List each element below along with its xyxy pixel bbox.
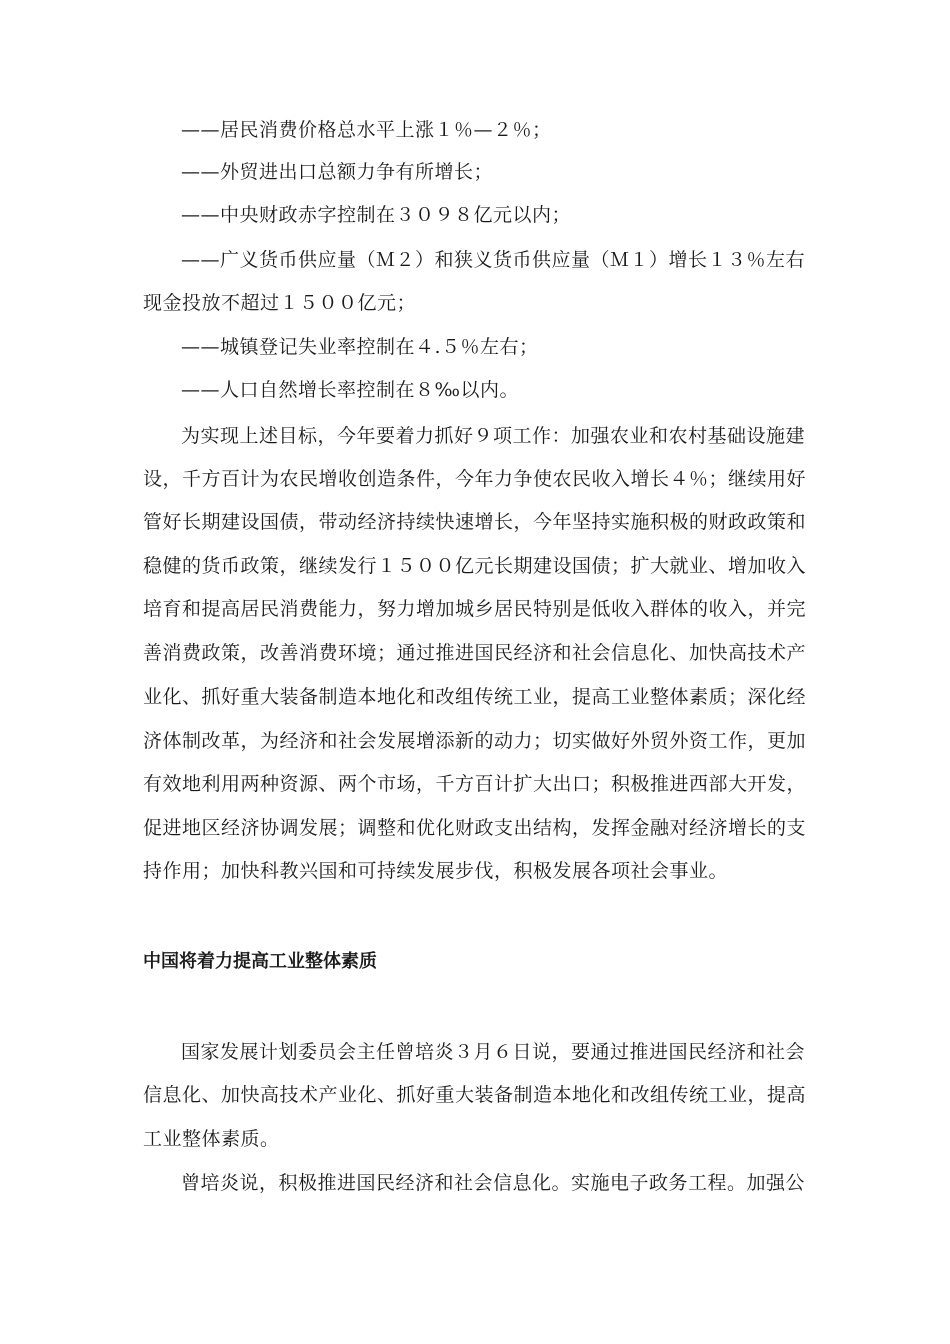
paragraph-line: 国家发展计划委员会主任曾培炎３月６日说，要通过推进国民经济和社会 [181, 1041, 806, 1063]
paragraph-line: 信息化、加快高技术产业化、抓好重大装备制造本地化和改组传统工业，提高 [143, 1084, 807, 1106]
paragraph-line: 培育和提高居民消费能力，努力增加城乡居民特别是低收入群体的收入，并完 [143, 598, 807, 620]
paragraph-line: 工业整体素质。 [143, 1128, 280, 1150]
paragraph-line: 管好长期建设国债，带动经济持续快速增长，今年坚持实施积极的财政政策和 [143, 511, 807, 533]
section-heading: 中国将着力提高工业整体素质 [143, 951, 377, 972]
paragraph-line: 稳健的货币政策，继续发行１５００亿元长期建设国债；扩大就业、增加收入 [143, 555, 807, 577]
paragraph-line: 善消费政策，改善消费环境；通过推进国民经济和社会信息化、加快高技术产 [143, 642, 807, 664]
paragraph-line: 济体制改革，为经济和社会发展增添新的动力；切实做好外贸外资工作，更加 [143, 730, 807, 752]
paragraph-line: 为实现上述目标，今年要着力抓好９项工作：加强农业和农村基础设施建 [181, 425, 806, 447]
bullet-line: ——城镇登记失业率控制在４.５％左右； [181, 336, 539, 358]
paragraph-line: 持作用；加快科教兴国和可持续发展步伐，积极发展各项社会事业。 [143, 860, 729, 882]
bullet-line: ——人口自然增长率控制在８‰以内。 [181, 379, 519, 401]
bullet-line-continuation: 现金投放不超过１５００亿元； [143, 292, 417, 314]
paragraph-line: 业化、抓好重大装备制造本地化和改组传统工业，提高工业整体素质；深化经 [143, 686, 807, 708]
bullet-line: ——居民消费价格总水平上涨１％—２％； [181, 119, 552, 141]
bullet-line: ——广义货币供应量（Ｍ２）和狭义货币供应量（Ｍ１）增长１３％左右 [181, 249, 806, 271]
paragraph-line: 曾培炎说，积极推进国民经济和社会信息化。实施电子政务工程。加强公 [181, 1172, 806, 1194]
paragraph-line: 有效地利用两种资源、两个市场，千方百计扩大出口；积极推进西部大开发， [143, 773, 807, 795]
bullet-line: ——中央财政赤字控制在３０９８亿元以内； [181, 204, 572, 226]
paragraph-line: 促进地区经济协调发展；调整和优化财政支出结构，发挥金融对经济增长的支 [143, 817, 807, 839]
paragraph-line: 设，千方百计为农民增收创造条件，今年力争使农民收入增长４％；继续用好 [143, 468, 807, 490]
bullet-line: ——外贸进出口总额力争有所增长； [181, 161, 494, 183]
